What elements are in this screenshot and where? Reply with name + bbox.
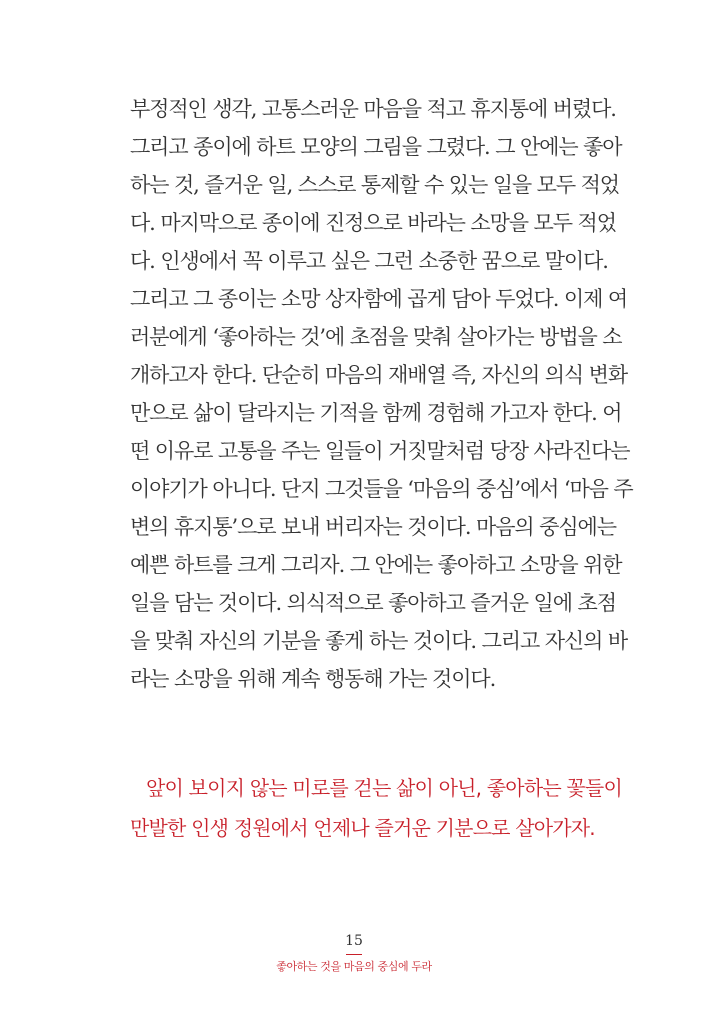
highlight-line-2: 만발한 인생 정원에서 언제나 즐거운 기분으로 살아가자. — [130, 816, 595, 840]
footer-divider — [346, 954, 362, 955]
highlight-line-1: 앞이 보이지 않는 미로를 걷는 삶이 아닌, 좋아하는 꽃들이 — [146, 776, 622, 800]
body-line-2: 그리고 종이에 하트 모양의 그림을 그렸다. 그 안에는 좋아 — [130, 135, 622, 159]
body-line-4: 다. 마지막으로 종이에 진정으로 바라는 소망을 모두 적었 — [130, 211, 616, 235]
body-line-3: 하는 것, 즐거운 일, 스스로 통제할 수 있는 일을 모두 적었 — [130, 173, 619, 197]
body-line-8: 개하고자 한다. 단순히 마음의 재배열 즉, 자신의 의식 변화 — [130, 363, 628, 387]
body-line-12: 변의 휴지통’으로 보내 버리자는 것이다. 마음의 중심에는 — [130, 515, 616, 539]
body-line-14: 일을 담는 것이다. 의식적으로 좋아하고 즐거운 일에 초점 — [130, 591, 616, 615]
body-line-7: 러분에게 ‘좋아하는 것’에 초점을 맞춰 살아가는 방법을 소 — [130, 325, 622, 349]
body-paragraph — [130, 90, 633, 698]
body-line-9: 만으로 삶이 달라지는 기적을 함께 경험해 가고자 한다. 어 — [130, 401, 622, 425]
body-line-11: 이야기가 아니다. 단지 그것들을 ‘마음의 중심’에서 ‘마음 주 — [130, 477, 633, 501]
body-line-16: 라는 소망을 위해 계속 행동해 가는 것이다. — [130, 667, 496, 691]
page-number: 15 — [345, 933, 363, 949]
body-line-10: 떤 이유로 고통을 주는 일들이 거짓말처럼 당장 사라진다는 — [130, 439, 630, 463]
highlight-quote — [130, 768, 622, 848]
body-line-6: 그리고 그 종이는 소망 상자함에 곱게 담아 두었다. 이제 여 — [130, 287, 628, 311]
body-line-13: 예쁜 하트를 크게 그리자. 그 안에는 좋아하고 소망을 위한 — [130, 553, 622, 577]
body-line-5: 다. 인생에서 꼭 이루고 싶은 그런 소중한 꿈으로 말이다. — [130, 249, 608, 273]
page-footer — [0, 932, 708, 975]
running-title: 좋아하는 것을 마음의 중심에 두라 — [276, 960, 432, 973]
body-line-1: 부정적인 생각, 고통스러운 마음을 적고 휴지통에 버렸다. — [130, 97, 616, 121]
body-line-15: 을 맞춰 자신의 기분을 좋게 하는 것이다. 그리고 자신의 바 — [130, 629, 628, 653]
